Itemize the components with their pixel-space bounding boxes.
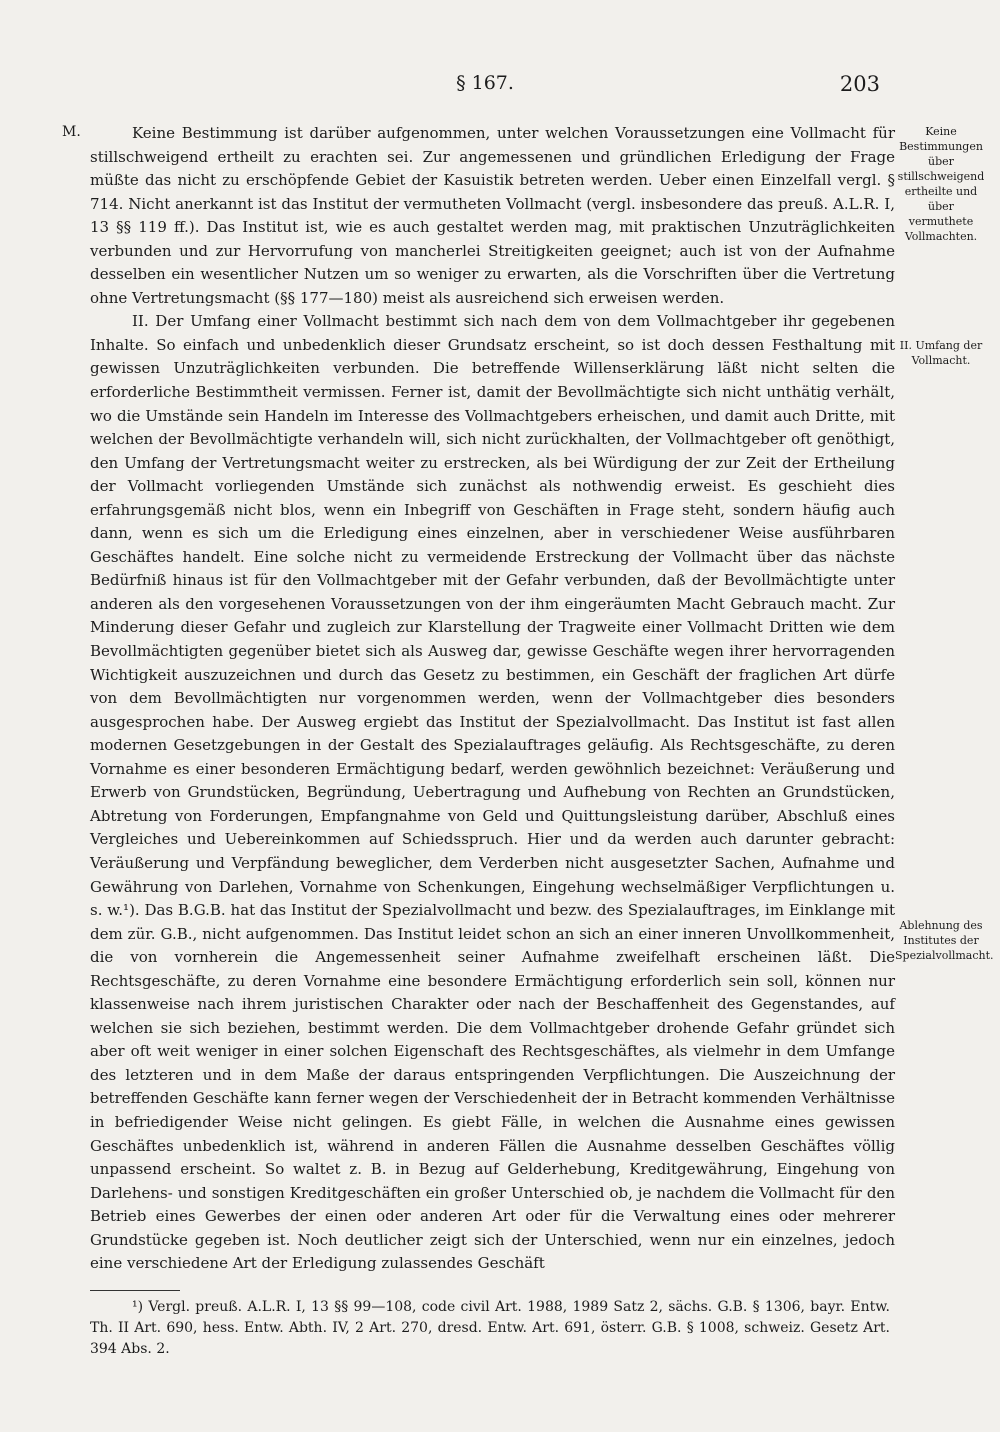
footnote: ¹) Vergl. preuß. A.L.R. I, 13 §§ 99—108, code civil Art. 1988, 1989 Satz 2, sächs. G.B. § 1306, bayr. Entw. Th. II Art. 690, hess. Entw. Abth. IV, 2 Art. 270, dresd. Entw. Art. 691, österr. G.B. § 1008, schweiz. Gesetz Art. 394 Abs. 2. xyxy=(90,1299,890,1357)
sidenote-spezialvollmacht: Ablehnung des Institutes der Spezialvollmacht. xyxy=(895,919,994,962)
section-heading: § 167. xyxy=(456,72,514,94)
sidenote-stillschweigende-vollmacht: Keine Bestimmungen über stillschweigend ertheilte und über vermuthete Vollmachten. xyxy=(897,125,985,243)
page-number: 203 xyxy=(839,72,880,96)
margin-letter: M. xyxy=(62,124,81,140)
main-text xyxy=(90,122,895,1276)
paragraph-vollmacht-stillschweigend: Keine Bestimmung ist darüber aufgenommen, unter welchen Voraussetzungen eine Vollmacht für stillschweigend ertheilt zu erachten sei. Zur angemessenen und gründlichen Erledigung der Frage müßte das nicht zu erschöpfende Gebiet der Kasuistik betreten werden. Ueber einen Einzelfall vergl. § 714. Nicht anerkannt ist das Institut der vermutheten Vollmacht (vergl. insbesondere das preuß. A.L.R. I, 13 §§ 119 ff.). Das Institut ist, wie es auch gestaltet werden mag, mit praktischen Unzuträglichkeiten verbunden und zur Hervorrufung von mancherlei Streitigkeiten geeignet; auch ist von der Aufnahme desselben ein wesentlicher Nutzen um so weniger zu erwarten, als die Vorschriften über die Vertretung ohne Vertretungsmacht (§§ 177—180) meist als ausreichend sich erweisen werden. xyxy=(90,124,895,307)
page-header xyxy=(90,72,880,102)
paragraph-umfang-vollmacht: II. Der Umfang einer Vollmacht bestimmt sich nach dem von dem Vollmachtgeber ihr gegebenen Inhalte. So einfach und unbedenklich dieser Grundsatz erscheint, so ist doch dessen Festhaltung mit gewissen Unzuträglichkeiten verbunden. Die betreffende Willenserklärung läßt nicht selten die erforderliche Bestimmtheit vermissen. Ferner ist, damit der Bevollmächtigte sich nicht unthätig verhält, wo die Umstände sein Handeln im Interesse des Vollmachtgebers erheischen, und damit auch Dritte, mit welchen der Bevollmächtigte verhandeln will, sich nicht zurückhalten, der Vollmachtgeber oft genöthigt, den Umfang der Vertretungsmacht weiter zu erstrecken, als bei Würdigung der zur Zeit der Ertheilung der Vollmacht vorliegenden Umstände sich zunächst als nothwendig erweist. Es geschieht dies erfahrungsgemäß nicht blos, wenn ein Inbegriff von Geschäften in Frage steht, sondern häufig auch dann, wenn es sich um die Erledigung eines einzelnen, aber in verschiedener Weise ausführbaren Geschäftes handelt. Eine solche nicht zu vermeidende Erstreckung der Vollmacht über das nächste Bedürfniß hinaus ist für den Vollmachtgeber mit der Gefahr verbunden, daß der Bevollmächtigte unter anderen als den vorgesehenen Voraussetzungen von der ihm eingeräumten Macht Gebrauch macht. Zur Minderung dieser Gefahr und zugleich zur Klarstellung der Tragweite einer Vollmacht Dritten wie dem Bevollmächtigten gegenüber bietet sich als Ausweg dar, gewisse Geschäfte wegen ihrer hervorragenden Wichtigkeit auszuzeichnen und durch das Gesetz zu bestimmen, ein Geschäft der fraglichen Art dürfe von dem Bevollmächtigten nur vorgenommen werden, wenn der Vollmachtgeber dies besonders ausgesprochen habe. Der Ausweg ergiebt das Institut der Spezialvollmacht. Das Institut ist fast allen modernen Gesetzgebungen in der Gestalt des Spezialauftrages geläufig. Als Rechtsgeschäfte, zu deren Vornahme es einer besonderen Ermächtigung bedarf, werden gewöhnlich bezeichnet: Veräußerung und Erwerb von Grundstücken, Begründung, Uebertragung und Aufhebung von Rechten an Grundstücken, Abtretung von Forderungen, Empfangnahme von Geld und Quittungsleistung darüber, Abschluß eines Vergleiches und Uebereinkommen auf Schiedsspruch. Hier und da werden auch darunter gebracht: Veräußerung und Verpfändung beweglicher, dem Verderben nicht ausgesetzter Sachen, Aufnahme und Gewährung von Darlehen, Vornahme von Schenkungen, Eingehung wechselmäßiger Verpflichtungen u. s. w.¹). Das B.G.B. hat das Institut der Spezialvollmacht und bezw. des Spezialauftrages, im Einklange mit dem zür. G.B., nicht aufgenommen. Das Institut leidet schon an sich an einer inneren Unvollkommenheit, die von vornherein die Angemessenheit seiner Aufnahme zweifelhaft erscheinen läßt. Die Rechtsgeschäfte, zu deren Vornahme eine besondere Ermächtigung erforderlich sein soll, können nur klassenweise nach ihrem juristischen Charakter oder nach der Beschaffenheit des Gegenstandes, auf welchen sie sich beziehen, bestimmt werden. Die dem Vollmachtgeber drohende Gefahr gründet sich aber oft weit weniger in einer solchen Eigenschaft des Rechtsgeschäftes, als vielmehr in dem Umfange des letzteren und in dem Maße der daraus entspringenden Verpflichtungen. Die Auszeichnung der betreffenden Geschäfte kann ferner wegen der Verschiedenheit der in Betracht kommenden Verhältnisse in befriedigender Weise nicht gelingen. Es giebt Fälle, in welchen die Ausnahme eines gewissen Geschäftes unbedenklich ist, während in anderen Fällen die Ausnahme desselben Geschäftes völlig unpassend erscheint. So waltet z. B. in Bezug auf Gelderhebung, Kreditgewährung, Eingehung von Darlehens- und sonstigen Kreditgeschäften ein großer Unterschied ob, je nachdem die Vollmacht für den Betrieb eines Gewerbes der einen oder anderen Art oder für die Verwaltung eines oder mehrerer Grundstücke gegeben ist. Noch deutlicher zeigt sich der Unterschied, wenn nur ein einzelnes, jedoch eine verschiedene Art der Erledigung zulassendes Geschäft xyxy=(90,312,896,1273)
footnote-rule xyxy=(90,1290,180,1291)
sidenote-umfang: II. Umfang der Vollmacht. xyxy=(899,339,983,367)
